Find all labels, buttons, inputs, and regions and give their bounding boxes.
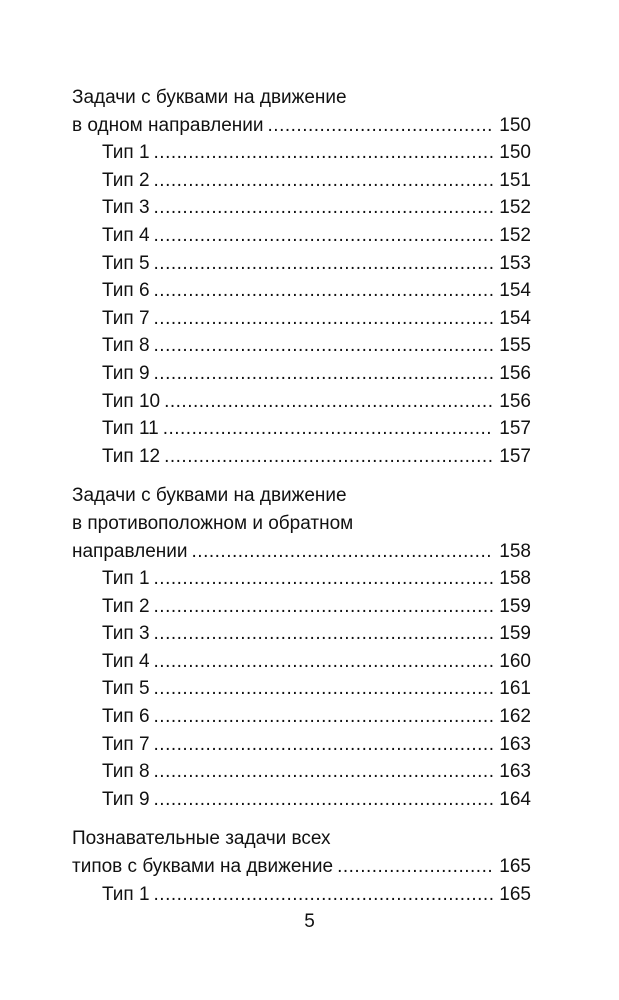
toc-item[interactable] bbox=[72, 388, 531, 416]
dot-leader bbox=[154, 731, 494, 759]
page-ref: 165 bbox=[499, 883, 531, 905]
toc-item-label: Тип 5 bbox=[102, 252, 150, 274]
toc-item[interactable] bbox=[72, 277, 531, 305]
toc-item-label: Тип 7 bbox=[102, 307, 150, 329]
toc-item[interactable] bbox=[72, 139, 531, 167]
toc-item[interactable] bbox=[72, 332, 531, 360]
toc-heading-line bbox=[72, 84, 531, 112]
page-ref: 152 bbox=[499, 224, 531, 246]
toc-heading-text: Задачи с буквами на движение bbox=[72, 87, 347, 108]
toc-item[interactable] bbox=[72, 250, 531, 278]
page-ref: 164 bbox=[499, 788, 531, 810]
dot-leader bbox=[154, 565, 494, 593]
toc-heading-text: Задачи с буквами на движение bbox=[72, 485, 347, 507]
toc-item[interactable] bbox=[72, 758, 531, 786]
toc-item-label: Тип 6 bbox=[102, 706, 150, 728]
toc-item-label: Тип 2 bbox=[102, 595, 150, 617]
toc-item[interactable] bbox=[72, 703, 531, 731]
dot-leader bbox=[154, 139, 494, 167]
toc-item-label: Тип 1 bbox=[102, 883, 150, 905]
toc-item[interactable] bbox=[72, 620, 531, 648]
page-ref: 151 bbox=[499, 169, 531, 191]
dot-leader bbox=[154, 881, 494, 909]
toc-item[interactable] bbox=[72, 731, 531, 759]
toc-item[interactable] bbox=[72, 881, 531, 909]
toc-item[interactable] bbox=[72, 222, 531, 250]
dot-leader bbox=[154, 786, 494, 814]
page-ref: 154 bbox=[499, 307, 531, 329]
toc-item-label: Тип 3 bbox=[102, 197, 150, 219]
page-ref: 153 bbox=[499, 252, 531, 274]
page-ref: 156 bbox=[499, 390, 531, 412]
page-ref: 156 bbox=[499, 362, 531, 384]
toc-heading-text: направлении bbox=[72, 540, 188, 562]
dot-leader bbox=[163, 415, 494, 443]
dot-leader bbox=[154, 194, 494, 222]
toc-item-label: Тип 7 bbox=[102, 733, 150, 755]
toc-section-entry[interactable] bbox=[72, 112, 531, 140]
toc-item-label: Тип 12 bbox=[102, 445, 161, 467]
page-ref: 158 bbox=[499, 568, 531, 590]
page-ref: 159 bbox=[499, 595, 531, 617]
dot-leader bbox=[154, 222, 494, 250]
page-ref: 163 bbox=[499, 761, 531, 783]
dot-leader bbox=[154, 675, 494, 703]
dot-leader bbox=[154, 648, 494, 676]
page-ref: 165 bbox=[499, 856, 531, 878]
toc-item-label: Тип 8 bbox=[102, 335, 150, 357]
dot-leader bbox=[164, 388, 493, 416]
toc-item-label: Тип 3 bbox=[102, 623, 150, 645]
toc-item-label: Тип 1 bbox=[102, 568, 150, 590]
toc-item-label: Тип 6 bbox=[102, 280, 150, 302]
dot-leader bbox=[337, 853, 493, 881]
toc-item[interactable] bbox=[72, 593, 531, 621]
toc-heading-line bbox=[72, 510, 531, 538]
toc-section bbox=[72, 84, 531, 470]
toc-heading-text: Познавательные задачи всех bbox=[72, 828, 331, 850]
toc-item[interactable] bbox=[72, 194, 531, 222]
table-of-contents bbox=[72, 84, 531, 908]
dot-leader bbox=[154, 758, 494, 786]
toc-item-label: Тип 10 bbox=[102, 390, 161, 412]
page-ref: 150 bbox=[499, 114, 531, 136]
toc-heading-text: в противоположном и обратном bbox=[72, 512, 354, 534]
toc-item[interactable] bbox=[72, 305, 531, 333]
toc-item-label: Тип 11 bbox=[102, 418, 159, 440]
page-ref: 159 bbox=[499, 623, 531, 645]
dot-leader bbox=[154, 277, 494, 305]
toc-item[interactable] bbox=[72, 443, 531, 471]
toc-section-entry[interactable] bbox=[72, 538, 531, 566]
toc-item-label: Тип 9 bbox=[102, 362, 150, 384]
dot-leader bbox=[154, 305, 494, 333]
page-ref: 152 bbox=[499, 197, 531, 219]
toc-heading-text: в одном направлении bbox=[72, 114, 264, 136]
dot-leader bbox=[164, 443, 493, 471]
page-ref: 155 bbox=[499, 335, 531, 357]
toc-section bbox=[72, 825, 531, 908]
dot-leader bbox=[154, 620, 494, 648]
toc-item[interactable] bbox=[72, 360, 531, 388]
toc-item[interactable] bbox=[72, 565, 531, 593]
toc-item-label: Тип 5 bbox=[102, 678, 150, 700]
toc-heading-line bbox=[72, 825, 531, 853]
page-ref: 157 bbox=[499, 418, 531, 440]
page-ref: 154 bbox=[499, 280, 531, 302]
page-ref: 158 bbox=[499, 540, 531, 562]
toc-item-label: Тип 2 bbox=[102, 169, 150, 191]
toc-item-label: Тип 4 bbox=[102, 650, 150, 672]
toc-item[interactable] bbox=[72, 648, 531, 676]
toc-heading-text: типов с буквами на движение bbox=[72, 856, 334, 878]
toc-item[interactable] bbox=[72, 675, 531, 703]
dot-leader bbox=[192, 538, 494, 566]
dot-leader bbox=[154, 703, 494, 731]
page-ref: 160 bbox=[499, 650, 531, 672]
page-ref: 162 bbox=[499, 706, 531, 728]
toc-section bbox=[72, 482, 531, 813]
toc-section-entry[interactable] bbox=[72, 853, 531, 881]
dot-leader bbox=[268, 112, 494, 140]
toc-item-label: Тип 9 bbox=[102, 788, 150, 810]
toc-item-label: Тип 8 bbox=[102, 761, 150, 783]
page-number: 5 bbox=[304, 911, 315, 932]
dot-leader bbox=[154, 167, 494, 195]
toc-item[interactable] bbox=[72, 415, 531, 443]
page-ref: 163 bbox=[499, 733, 531, 755]
toc-item[interactable] bbox=[72, 167, 531, 195]
page-ref: 161 bbox=[499, 678, 531, 700]
dot-leader bbox=[154, 250, 494, 278]
toc-heading-line bbox=[72, 482, 531, 510]
toc-item-label: Тип 1 bbox=[102, 142, 150, 164]
page-ref: 157 bbox=[499, 445, 531, 467]
dot-leader bbox=[154, 360, 494, 388]
dot-leader bbox=[154, 332, 494, 360]
dot-leader bbox=[154, 593, 494, 621]
page-ref: 150 bbox=[499, 142, 531, 164]
toc-item-label: Тип 4 bbox=[102, 224, 150, 246]
toc-item[interactable] bbox=[72, 786, 531, 814]
